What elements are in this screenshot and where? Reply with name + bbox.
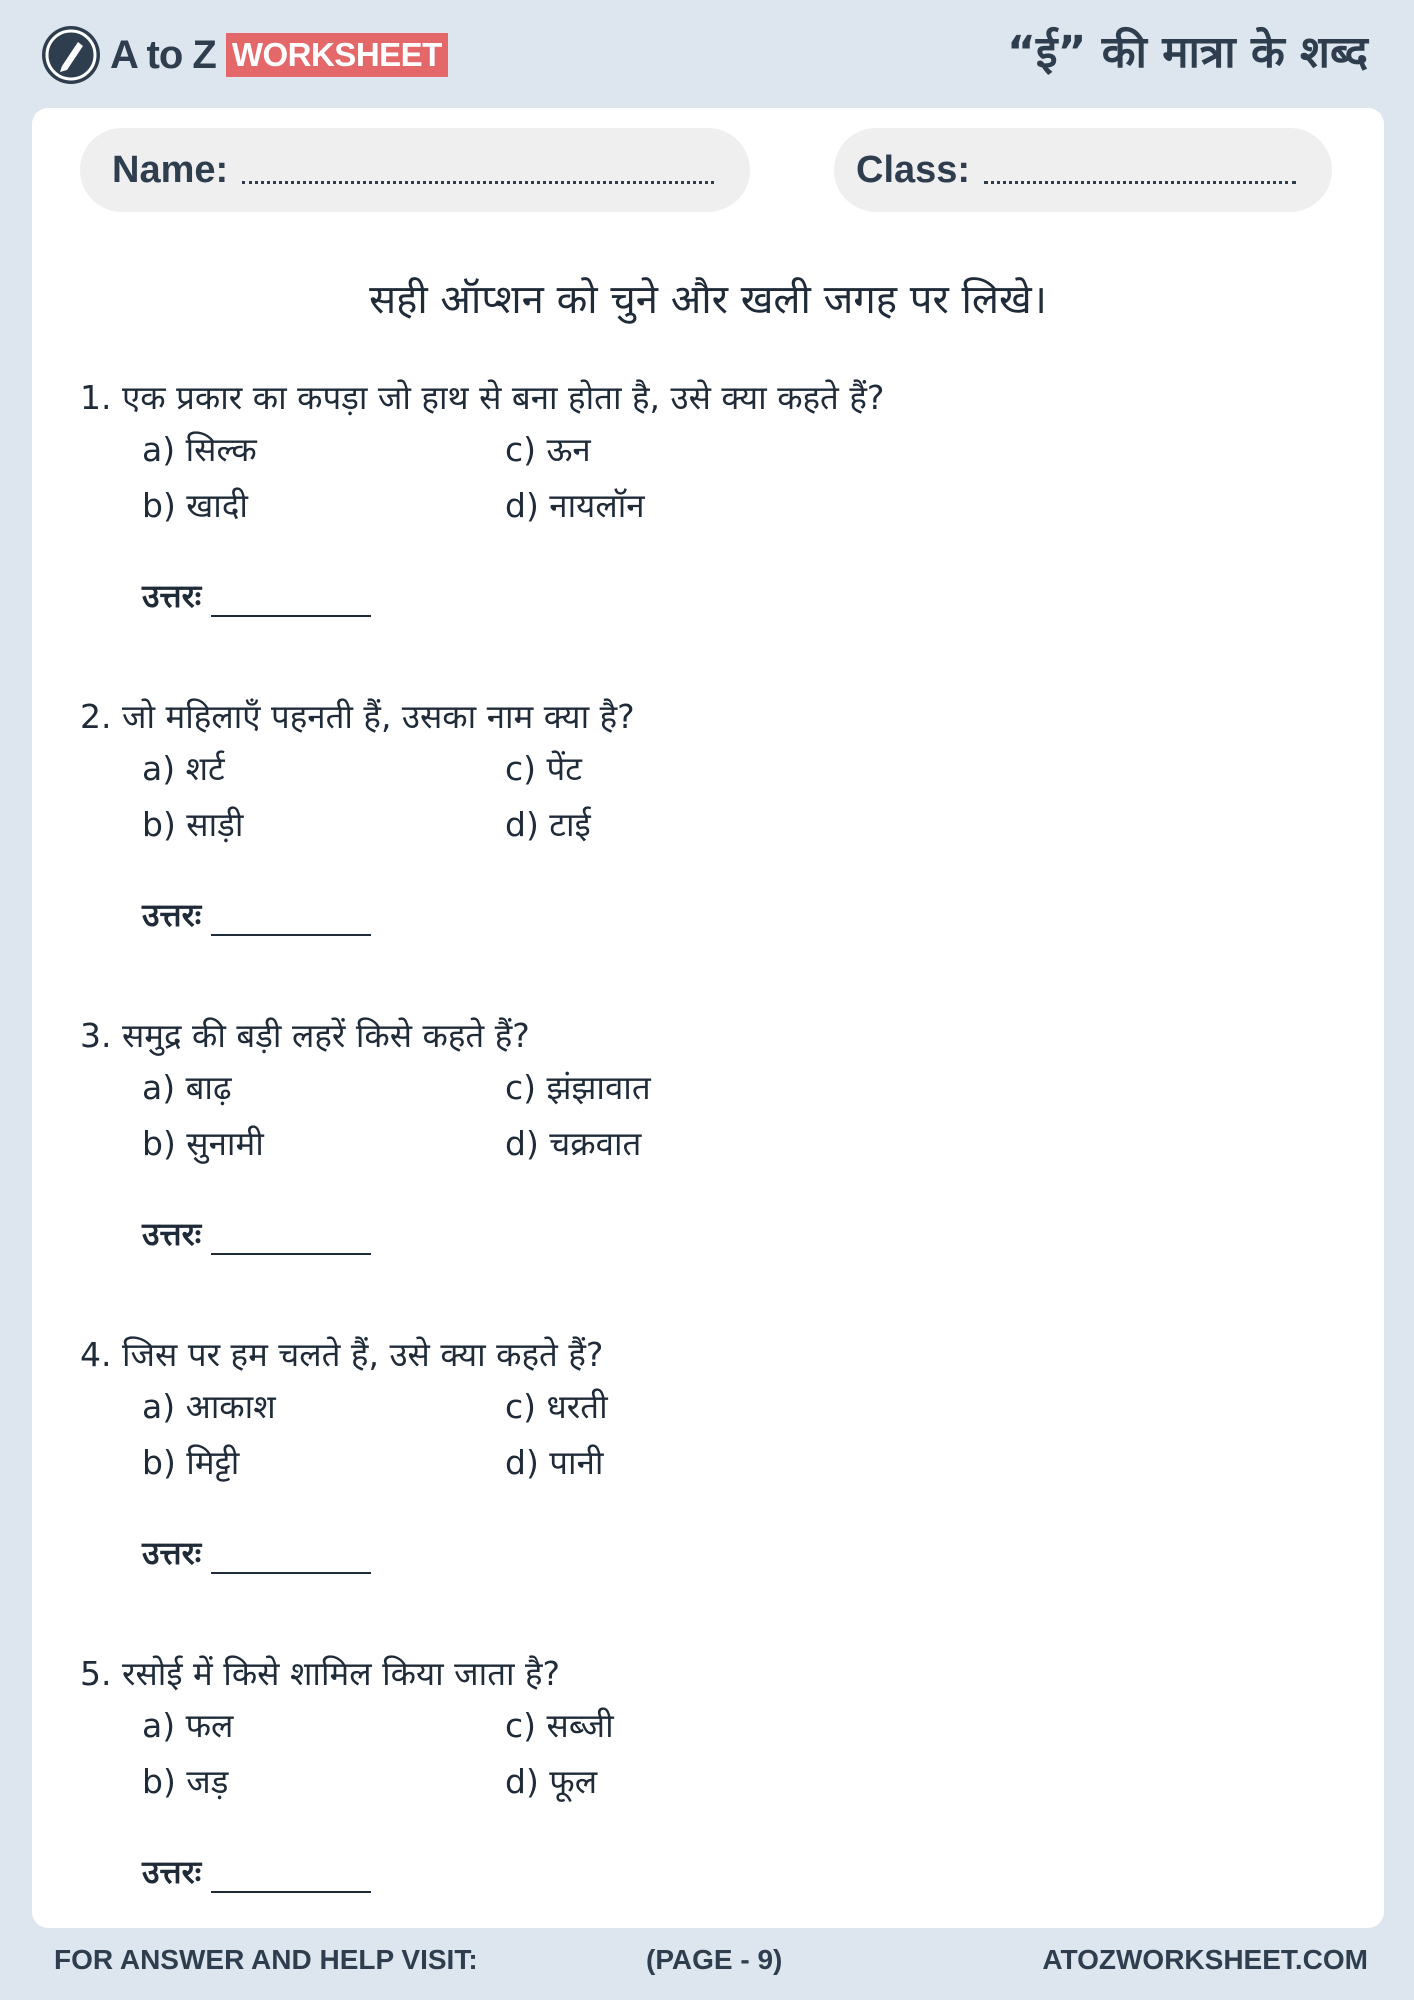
question-text: [80, 374, 1340, 422]
option-d[interactable]: d) नायलॉन: [505, 486, 645, 525]
question-text: [80, 693, 1340, 741]
option-a[interactable]: a) सिल्क: [142, 430, 257, 469]
options-row-1: [80, 741, 1340, 797]
question-2: [80, 693, 1340, 934]
option-a[interactable]: a) आकाश: [142, 1387, 276, 1426]
footer-help-text: FOR ANSWER AND HELP VISIT:: [54, 1944, 478, 1975]
options-row-2: [80, 797, 1340, 853]
worksheet-title: “ई” की मात्रा के शब्द: [1006, 27, 1368, 78]
option-d[interactable]: d) टाई: [505, 805, 591, 844]
answer-field[interactable]: [142, 574, 371, 617]
answer-blank[interactable]: [211, 1213, 371, 1255]
option-d[interactable]: d) फूल: [505, 1762, 598, 1801]
footer-page-number: (PAGE - 9): [646, 1944, 783, 1975]
option-a[interactable]: a) शर्ट: [142, 749, 225, 788]
option-c[interactable]: c) सब्जी: [505, 1706, 614, 1745]
answer-label: उत्तरः: [142, 1534, 202, 1572]
answer-label: उत्तरः: [142, 577, 202, 615]
question-number: 1.: [80, 378, 112, 417]
question-prompt: रसोई में किसे शामिल किया जाता है?: [122, 1654, 561, 1693]
question-prompt: एक प्रकार का कपड़ा जो हाथ से बना होता है, उसे क्या कहते हैं?: [122, 378, 885, 417]
class-blank[interactable]: [984, 157, 1296, 184]
option-a[interactable]: a) फल: [142, 1706, 234, 1745]
logo[interactable]: [42, 24, 448, 86]
question-prompt: समुद्र की बड़ी लहरें किसे कहते हैं?: [122, 1016, 530, 1055]
answer-field[interactable]: [142, 893, 371, 936]
pen-icon: [42, 26, 100, 84]
option-d[interactable]: d) पानी: [505, 1443, 604, 1482]
question-5: [80, 1650, 1340, 1891]
question-text: [80, 1012, 1340, 1060]
options-row-2: [80, 478, 1340, 534]
question-4: [80, 1331, 1340, 1572]
option-b[interactable]: b) जड़: [142, 1762, 229, 1801]
answer-field[interactable]: [142, 1850, 371, 1893]
class-field[interactable]: [834, 128, 1332, 212]
question-prompt: जो महिलाएँ पहनती हैं, उसका नाम क्या है?: [122, 697, 635, 736]
instruction-heading: सही ऑप्शन को चुने और खली जगह पर लिखे।: [369, 277, 1047, 323]
option-c[interactable]: c) ऊन: [505, 430, 591, 469]
question-prompt: जिस पर हम चलते हैं, उसे क्या कहते हैं?: [122, 1335, 604, 1374]
class-label: Class:: [856, 148, 971, 191]
answer-blank[interactable]: [211, 894, 371, 936]
question-text: [80, 1650, 1340, 1698]
option-c[interactable]: c) धरती: [505, 1387, 608, 1426]
option-c[interactable]: c) झंझावात: [505, 1068, 651, 1107]
answer-label: उत्तरः: [142, 1215, 202, 1253]
answer-field[interactable]: [142, 1531, 371, 1574]
question-number: 5.: [80, 1654, 112, 1693]
name-label: Name:: [112, 148, 229, 191]
logo-text: A to Z: [110, 32, 216, 77]
answer-blank[interactable]: [211, 575, 371, 617]
worksheet-card: [32, 108, 1384, 1928]
options-row-1: [80, 1698, 1340, 1754]
question-number: 4.: [80, 1335, 112, 1374]
options-row-2: [80, 1435, 1340, 1491]
option-d[interactable]: d) चक्रवात: [505, 1124, 642, 1163]
question-number: 2.: [80, 697, 112, 736]
answer-label: उत्तरः: [142, 1853, 202, 1891]
option-b[interactable]: b) सुनामी: [142, 1124, 264, 1163]
options-row-1: [80, 1060, 1340, 1116]
footer-website-link[interactable]: ATOZWORKSHEET.COM: [1042, 1944, 1368, 1975]
question-1: [80, 374, 1340, 615]
answer-blank[interactable]: [211, 1851, 371, 1893]
option-b[interactable]: b) साड़ी: [142, 805, 244, 844]
options-row-1: [80, 1379, 1340, 1435]
question-text: [80, 1331, 1340, 1379]
option-b[interactable]: b) मिट्टी: [142, 1443, 240, 1482]
name-field[interactable]: [80, 128, 750, 212]
option-b[interactable]: b) खादी: [142, 486, 248, 525]
answer-blank[interactable]: [211, 1532, 371, 1574]
logo-badge: WORKSHEET: [226, 33, 448, 77]
option-c[interactable]: c) पेंट: [505, 749, 582, 788]
header-bar: [0, 0, 1414, 108]
question-3: [80, 1012, 1340, 1253]
option-a[interactable]: a) बाढ़: [142, 1068, 232, 1107]
answer-label: उत्तरः: [142, 896, 202, 934]
options-row-2: [80, 1116, 1340, 1172]
question-number: 3.: [80, 1016, 112, 1055]
answer-field[interactable]: [142, 1212, 371, 1255]
name-blank[interactable]: [242, 157, 714, 184]
options-row-2: [80, 1754, 1340, 1810]
options-row-1: [80, 422, 1340, 478]
